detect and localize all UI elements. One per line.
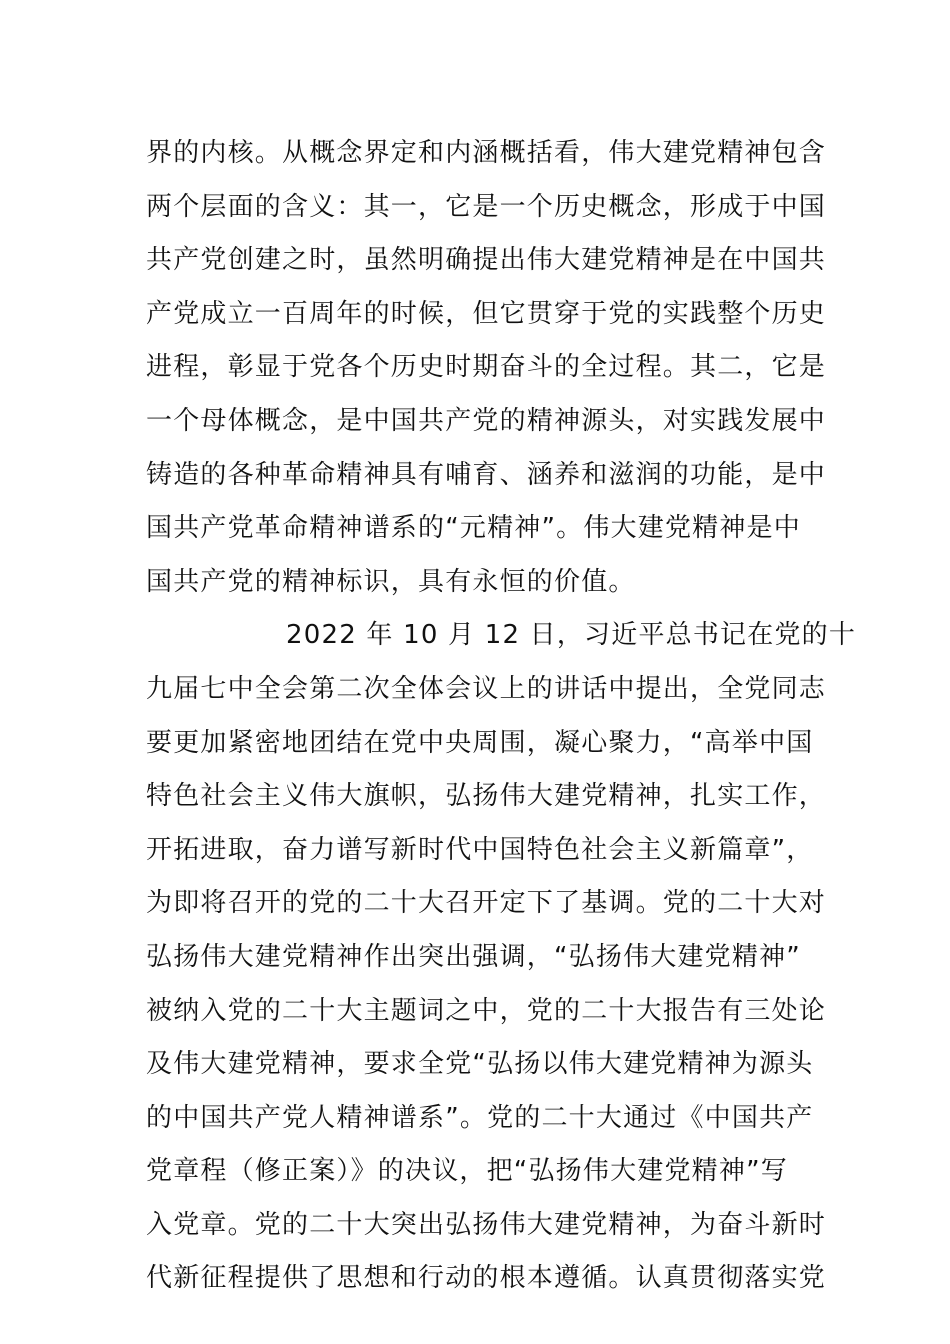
text-line: 铸造的各种革命精神具有哺育、涵养和滋润的功能，是中	[146, 459, 827, 490]
text-line: 国共产党的精神标识，具有永恒的价值。	[146, 566, 636, 597]
text-line: 九届七中全会第二次全体会议上的讲话中提出，全党同志	[146, 673, 827, 704]
text-line: 党章程（修正案）》的决议，把“弘扬伟大建党精神”写	[146, 1156, 788, 1187]
paragraph-start-line: 2022 年 10 月 12 日，习近平总书记在党的十	[286, 620, 857, 651]
text-line: 开拓进取，奋力谱写新时代中国特色社会主义新篇章”，	[146, 834, 814, 865]
text-line: 的中国共产党人精神谱系”。党的二十大通过《中国共产	[146, 1102, 814, 1133]
text-line: 代新征程提供了思想和行动的根本遵循。认真贯彻落实党	[146, 1263, 827, 1294]
body-text	[146, 127, 857, 1306]
text-line: 入党章。党的二十大突出弘扬伟大建党精神，为奋斗新时	[146, 1209, 827, 1240]
text-line: 被纳入党的二十大主题词之中，党的二十大报告有三处论	[146, 995, 827, 1026]
text-line: 为即将召开的党的二十大召开定下了基调。党的二十大对	[146, 888, 827, 919]
text-line: 界的内核。从概念界定和内涵概括看，伟大建党精神包含	[146, 138, 827, 168]
text-line: 共产党创建之时，虽然明确提出伟大建党精神是在中国共	[146, 245, 827, 276]
text-line: 国共产党革命精神谱系的“元精神”。伟大建党精神是中	[146, 513, 801, 544]
text-line: 特色社会主义伟大旗帜，弘扬伟大建党精神，扎实工作，	[146, 781, 827, 812]
text-line: 产党成立一百周年的时候，但它贯穿于党的实践整个历史	[146, 298, 827, 329]
text-line: 进程，彰显于党各个历史时期奋斗的全过程。其二，它是	[146, 352, 827, 383]
text-line: 一个母体概念，是中国共产党的精神源头，对实践发展中	[146, 405, 827, 436]
text-line: 及伟大建党精神，要求全党“弘扬以伟大建党精神为源头	[146, 1049, 814, 1080]
text-line: 两个层面的含义：其一，它是一个历史概念，形成于中国	[146, 191, 827, 222]
text-line: 弘扬伟大建党精神作出突出强调，“弘扬伟大建党精神”	[146, 941, 801, 972]
text-line: 要更加紧密地团结在党中央周围，凝心聚力，“高举中国	[146, 727, 814, 758]
